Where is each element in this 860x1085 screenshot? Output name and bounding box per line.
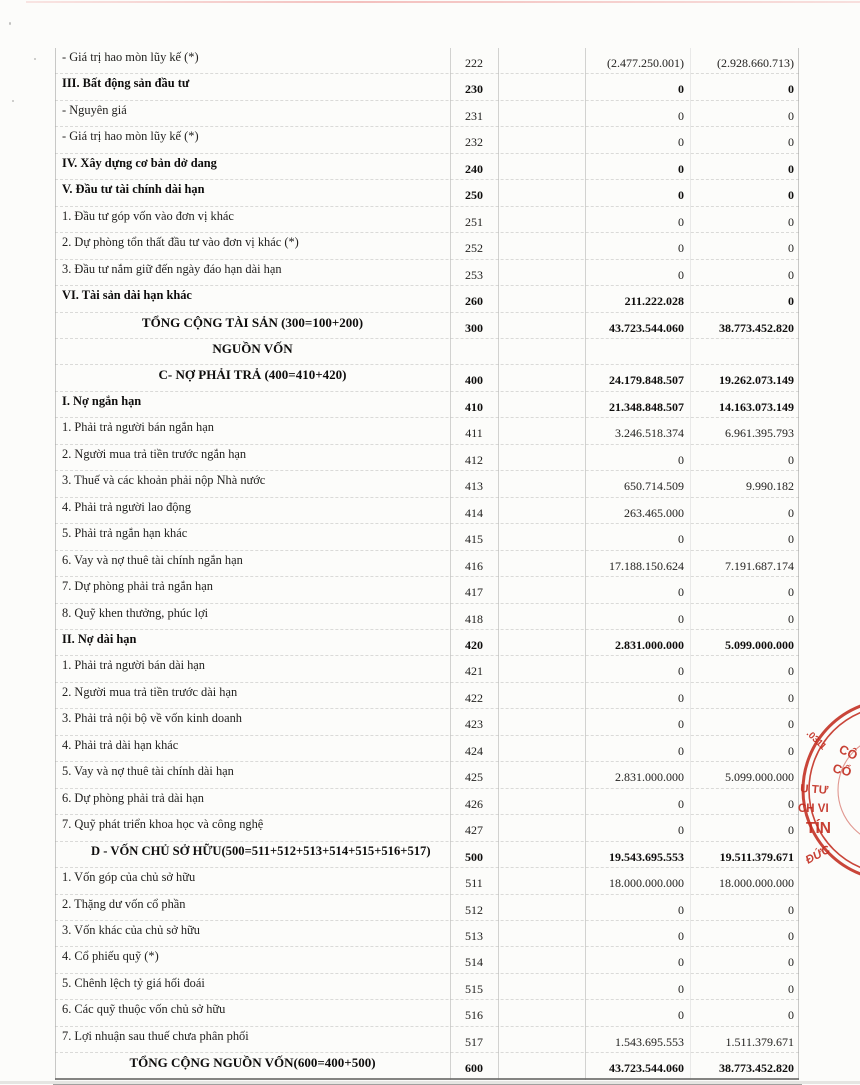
row-value-current: 0: [678, 743, 684, 758]
table-row: [55, 418, 799, 444]
row-note-cell: [498, 154, 585, 179]
scan-speck: [9, 22, 11, 25]
table-row: [55, 154, 799, 180]
row-value-prior: 0: [788, 928, 794, 943]
table-row: [55, 789, 799, 815]
row-value-prior: 38.773.452.820: [719, 320, 794, 335]
row-value-prior: 0: [788, 955, 794, 970]
row-value-current: 2.831.000.000: [615, 770, 684, 785]
row-label: 3. Đầu tư nắm giữ đến ngày đáo hạn dài hạn: [62, 261, 282, 276]
row-value-current: 0: [678, 1008, 684, 1023]
table-row: [55, 207, 799, 233]
row-note-cell: [498, 498, 585, 523]
row-value-prior: 18.000.000.000: [719, 876, 794, 891]
row-label: 5. Phải trả ngắn hạn khác: [62, 526, 188, 541]
row-label: 4. Phải trả dài hạn khác: [62, 737, 179, 752]
row-value-prior: 0: [788, 214, 794, 229]
table-row: [55, 101, 799, 127]
row-value-prior: 38.773.452.820: [719, 1061, 794, 1076]
table-row: [55, 604, 799, 630]
row-value-current: 18.000.000.000: [609, 876, 684, 891]
row-note-cell: [498, 604, 585, 629]
row-code: 240: [465, 161, 483, 176]
row-code: 423: [465, 717, 483, 732]
table-row: [55, 286, 799, 312]
row-note-cell: [498, 233, 585, 258]
row-note-cell: [498, 524, 585, 549]
row-code: 514: [465, 955, 483, 970]
row-value-prior: 7.191.687.174: [725, 558, 794, 573]
row-value-prior: 0: [788, 585, 794, 600]
row-code: 422: [465, 690, 483, 705]
row-label: II. Nợ dài hạn: [62, 631, 137, 646]
row-value-current: 0: [678, 108, 684, 123]
stamp-text-co2: CỔ: [831, 761, 853, 780]
row-note-cell: [498, 815, 585, 840]
row-value-current: 0: [678, 267, 684, 282]
row-label: V. Đầu tư tài chính dài hạn: [62, 182, 205, 197]
table-row: [55, 709, 799, 735]
row-code: 414: [465, 505, 483, 520]
row-value-current: (2.477.250.001): [607, 56, 684, 70]
company-seal-stamp: [798, 692, 860, 888]
table-row: [55, 947, 799, 973]
table-row: [55, 630, 799, 656]
row-label: TỔNG CỘNG TÀI SẢN (300=100+200): [141, 314, 364, 330]
table-row: [55, 974, 799, 1000]
row-value-prior: 5.099.000.000: [725, 637, 794, 652]
row-code: 260: [465, 294, 483, 309]
row-value-current: 0: [678, 585, 684, 600]
row-label: 1. Phải trả người bán ngắn hạn: [62, 420, 214, 435]
row-note-cell: [498, 74, 585, 99]
row-label: III. Bất động sản đầu tư: [62, 76, 190, 91]
row-value-current: 0: [678, 161, 684, 176]
row-value-current: 0: [678, 135, 684, 150]
row-note-cell: [498, 180, 585, 205]
row-note-cell: [498, 630, 585, 655]
row-value-current: 0: [678, 82, 684, 97]
row-code: 222: [465, 56, 483, 70]
stamp-text-chvi: CH VI: [798, 803, 829, 815]
row-code: 232: [465, 135, 483, 150]
row-value-prior: 0: [788, 135, 794, 150]
row-label: 3. Vốn khác của chủ sở hữu: [62, 922, 200, 937]
row-value-prior: 0: [788, 532, 794, 547]
row-note-cell: [498, 339, 585, 364]
row-label: 2. Người mua trả tiền trước dài hạn: [62, 684, 238, 699]
row-value-current: 0: [678, 664, 684, 679]
table-row: [55, 551, 799, 577]
row-note-cell: [498, 260, 585, 285]
row-value-prior: 0: [788, 902, 794, 917]
stamp-text-duc: ĐỨC: [803, 843, 833, 867]
balance-sheet-table: [55, 48, 799, 1080]
scan-speck: [12, 100, 14, 102]
row-label: 5. Vay và nợ thuê tài chính dài hạn: [62, 764, 234, 779]
row-value-prior: 0: [788, 823, 794, 838]
table-row: [55, 127, 799, 153]
row-label: 2. Dự phòng tổn thất đầu tư vào đơn vị khác (*): [62, 235, 299, 250]
row-code: 500: [465, 849, 483, 864]
row-label: 6. Các quỹ thuộc vốn chủ sở hữu: [62, 1002, 226, 1017]
row-code: 251: [465, 214, 483, 229]
row-value-current: 0: [678, 955, 684, 970]
row-code: 512: [465, 902, 483, 917]
row-code: 400: [465, 373, 483, 388]
row-value-current: 24.179.848.507: [609, 373, 684, 388]
row-note-cell: [498, 736, 585, 761]
row-note-cell: [498, 392, 585, 417]
row-value-prior: 1.511.379.671: [725, 1034, 794, 1049]
table-row: [55, 74, 799, 100]
stamp-text-utu: U TƯ: [799, 783, 829, 797]
row-code: 300: [465, 320, 483, 335]
row-code: 231: [465, 108, 483, 123]
row-value-current: 17.188.150.624: [609, 558, 684, 573]
row-value-prior: 0: [788, 267, 794, 282]
row-label: I. Nợ ngắn hạn: [62, 393, 142, 408]
row-code: 513: [465, 928, 483, 943]
row-code: 420: [465, 637, 483, 652]
scan-speck: [34, 58, 36, 60]
row-label: VI. Tài sản dài hạn khác: [62, 288, 192, 303]
row-value-prior: 0: [788, 161, 794, 176]
table-row: [55, 524, 799, 550]
row-label: 6. Dự phòng phải trả dài hạn: [62, 790, 204, 805]
table-row: [55, 392, 799, 418]
row-label: 3. Phải trả nội bộ về vốn kinh doanh: [62, 711, 242, 726]
row-value-current: 263.465.000: [624, 505, 684, 520]
row-code: 511: [465, 876, 483, 891]
stamp-text-tin: TÍN: [806, 820, 831, 837]
row-value-prior: 0: [788, 108, 794, 123]
table-row: [55, 233, 799, 259]
row-code: [450, 339, 498, 364]
row-note-cell: [498, 762, 585, 787]
table-rows: [55, 48, 799, 1080]
row-note-cell: [498, 683, 585, 708]
row-label: C- NỢ PHẢI TRẢ (400=410+420): [158, 367, 347, 383]
row-note-cell: [498, 551, 585, 576]
row-value-prior: [690, 339, 799, 364]
row-code: 426: [465, 796, 483, 811]
row-note-cell: [498, 445, 585, 470]
row-value-prior: (2.928.660.713): [717, 56, 794, 70]
row-label: - Giá trị hao mòn lũy kế (*): [62, 129, 199, 144]
row-note-cell: [498, 868, 585, 893]
row-label: 6. Vay và nợ thuê tài chính ngắn hạn: [62, 552, 243, 567]
row-note-cell: [498, 313, 585, 338]
row-label: - Giá trị hao mòn lũy kế (*): [62, 50, 199, 64]
table-row: [55, 683, 799, 709]
seal-stamp-graphic: [798, 692, 860, 888]
row-code: 517: [465, 1034, 483, 1049]
row-value-prior: 0: [788, 82, 794, 97]
table-row: [55, 656, 799, 682]
row-value-prior: 0: [788, 241, 794, 256]
row-value-prior: 0: [788, 743, 794, 758]
row-note-cell: [498, 471, 585, 496]
row-value-current: 0: [678, 241, 684, 256]
row-note-cell: [498, 842, 585, 867]
row-value-prior: 0: [788, 188, 794, 203]
row-label: 7. Dự phòng phải trả ngắn hạn: [62, 579, 213, 594]
table-row: [55, 868, 799, 894]
row-value-prior: 0: [788, 294, 794, 309]
row-label: 1. Phải trả người bán dài hạn: [62, 658, 205, 673]
row-note-cell: [498, 947, 585, 972]
row-value-prior: 9.990.182: [746, 479, 794, 494]
row-value-prior: 6.961.395.793: [725, 426, 794, 441]
row-value-current: 0: [678, 452, 684, 467]
row-label: 1. Đầu tư góp vốn vào đơn vị khác: [62, 208, 234, 223]
row-value-current: 0: [678, 823, 684, 838]
row-value-prior: 14.163.073.149: [719, 399, 794, 414]
row-value-prior: 0: [788, 505, 794, 520]
row-label: NGUỒN VỐN: [212, 340, 293, 356]
row-note-cell: [498, 789, 585, 814]
row-code: 250: [465, 188, 483, 203]
row-code: 230: [465, 82, 483, 97]
table-row: [55, 260, 799, 286]
row-code: 421: [465, 664, 483, 679]
table-row: [55, 842, 799, 868]
table-row: [55, 1000, 799, 1026]
row-note-cell: [498, 921, 585, 946]
row-value-current: 2.831.000.000: [615, 637, 684, 652]
row-value-current: 211.222.028: [624, 294, 684, 309]
row-note-cell: [498, 48, 585, 73]
row-value-current: 0: [678, 981, 684, 996]
row-code: 425: [465, 770, 483, 785]
row-label: 3. Thuế và các khoản phải nộp Nhà nước: [62, 473, 266, 488]
table-row: [55, 48, 799, 74]
stamp-text-co1: CÔ: [836, 742, 860, 763]
row-code: 415: [465, 532, 483, 547]
row-note-cell: [498, 1000, 585, 1025]
row-value-prior: 0: [788, 1008, 794, 1023]
row-note-cell: [498, 1053, 585, 1077]
row-value-current: [585, 339, 690, 364]
row-code: 516: [465, 1008, 483, 1023]
row-code: 412: [465, 452, 483, 467]
row-note-cell: [498, 127, 585, 152]
row-value-prior: 0: [788, 981, 794, 996]
row-value-prior: 5.099.000.000: [725, 770, 794, 785]
row-label: 4. Cổ phiếu quỹ (*): [62, 949, 159, 964]
row-note-cell: [498, 207, 585, 232]
table-row: [55, 577, 799, 603]
row-value-prior: 0: [788, 690, 794, 705]
table-row: [55, 895, 799, 921]
row-value-current: 43.723.544.060: [609, 320, 684, 335]
row-code: 427: [465, 823, 483, 838]
row-value-prior: 19.511.379.671: [719, 849, 794, 864]
table-row: [55, 498, 799, 524]
stamp-text-registration: .0311: [803, 728, 829, 753]
table-row: [55, 445, 799, 471]
table-row: [55, 815, 799, 841]
row-value-current: 1.543.695.553: [615, 1034, 684, 1049]
row-value-current: 0: [678, 611, 684, 626]
row-value-prior: 0: [788, 611, 794, 626]
row-value-current: 0: [678, 717, 684, 732]
row-value-current: 0: [678, 902, 684, 917]
row-value-current: 19.543.695.553: [609, 849, 684, 864]
row-value-prior: 0: [788, 664, 794, 679]
row-label: 7. Quỹ phát triển khoa học và công nghệ: [62, 817, 264, 832]
row-label: IV. Xây dựng cơ bản dở dang: [62, 155, 217, 170]
table-row: [55, 339, 799, 365]
row-code: 416: [465, 558, 483, 573]
row-label: 7. Lợi nhuận sau thuế chưa phân phối: [62, 1028, 249, 1043]
row-code: 418: [465, 611, 483, 626]
row-value-prior: 0: [788, 717, 794, 732]
row-label: 2. Người mua trả tiền trước ngắn hạn: [62, 446, 247, 461]
row-value-current: 650.714.509: [624, 479, 684, 494]
row-code: 410: [465, 399, 483, 414]
row-code: 253: [465, 267, 483, 282]
table-row: [55, 180, 799, 206]
row-label: - Nguyên giá: [62, 102, 127, 117]
table-row: [55, 921, 799, 947]
row-value-prior: 0: [788, 452, 794, 467]
row-code: 417: [465, 585, 483, 600]
row-code: 252: [465, 241, 483, 256]
table-row: [55, 736, 799, 762]
row-code: 413: [465, 479, 483, 494]
table-row: [55, 365, 799, 391]
row-label: D - VỐN CHỦ SỞ HỮU(500=511+512+513+514+515+516+517): [91, 843, 431, 858]
row-label: 1. Vốn góp của chủ sở hữu: [62, 870, 196, 885]
row-value-prior: 19.262.073.149: [719, 373, 794, 388]
row-note-cell: [498, 1027, 585, 1052]
row-code: 515: [465, 981, 483, 996]
row-value-current: 0: [678, 796, 684, 811]
row-value-prior: 0: [788, 796, 794, 811]
row-label: TỔNG CỘNG NGUỒN VỐN(600=400+500): [129, 1055, 376, 1071]
row-value-current: 3.246.518.374: [615, 426, 684, 441]
row-note-cell: [498, 101, 585, 126]
row-note-cell: [498, 895, 585, 920]
page-top-edge: [26, 1, 860, 3]
row-value-current: 0: [678, 532, 684, 547]
row-note-cell: [498, 656, 585, 681]
table-row: [55, 1027, 799, 1053]
row-value-current: 0: [678, 214, 684, 229]
row-code: 424: [465, 743, 483, 758]
row-value-current: 43.723.544.060: [609, 1061, 684, 1076]
table-row: [55, 313, 799, 339]
row-note-cell: [498, 418, 585, 443]
row-note-cell: [498, 286, 585, 311]
row-value-current: 0: [678, 690, 684, 705]
row-label: 8. Quỹ khen thưởng, phúc lợi: [62, 605, 209, 620]
row-note-cell: [498, 974, 585, 999]
row-note-cell: [498, 365, 585, 390]
table-row: [55, 471, 799, 497]
row-note-cell: [498, 577, 585, 602]
row-code: 600: [465, 1061, 483, 1076]
row-label: 2. Thặng dư vốn cổ phần: [62, 896, 186, 911]
row-value-current: 0: [678, 188, 684, 203]
table-row: [55, 762, 799, 788]
row-note-cell: [498, 709, 585, 734]
row-label: 4. Phải trả người lao động: [62, 499, 191, 514]
row-value-current: 0: [678, 928, 684, 943]
table-row: [55, 1053, 799, 1079]
row-code: 411: [465, 426, 483, 441]
row-label: 5. Chênh lệch tỷ giá hối đoái: [62, 975, 205, 990]
row-value-current: 21.348.848.507: [609, 399, 684, 414]
